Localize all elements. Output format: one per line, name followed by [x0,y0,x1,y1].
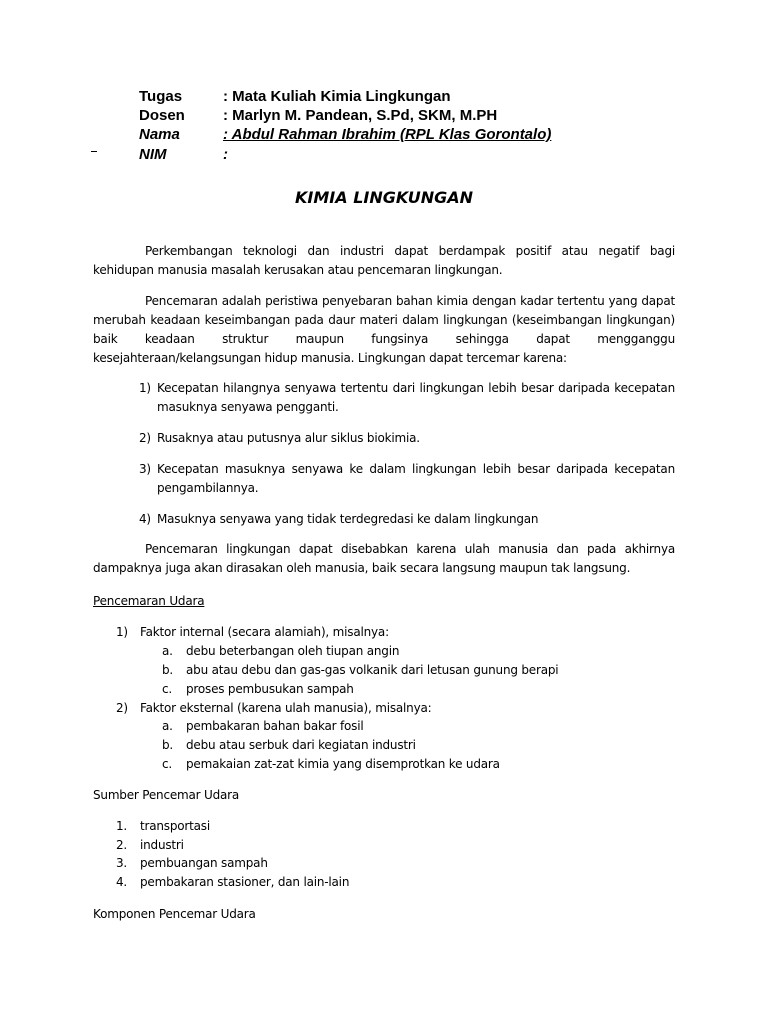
item-letter: c. [162,682,173,696]
tugas-label: Tugas [139,88,183,105]
item-text: abu atau debu dan gas-gas volkanik dari letusan gunung berapi [186,663,559,677]
factor-item-1 [116,623,389,642]
factor-text: Faktor eksternal (karena ulah manusia), misalnya: [140,701,432,715]
section-heading-sumber: Sumber Pencemar Udara [93,788,240,802]
item-text: pembakaran bahan bakar fosil [186,719,364,733]
factor-item-2 [116,699,431,718]
tugas-value: : Mata Kuliah Kimia Lingkungan [223,88,451,105]
item-letter: a. [162,644,173,658]
factor-text: Faktor internal (secara alamiah), misalnya: [140,625,389,639]
header-nama [139,126,551,143]
item-letter: a. [162,719,173,733]
dosen-value: : Marlyn M. Pandean, S.Pd, SKM, M.PH [223,107,498,124]
sumber-number: 2. [116,838,128,852]
factor-2-item-b [162,736,416,755]
nama-value: : Abdul Rahman Ibrahim (RPL Klas Gorontalo) [223,126,552,143]
stray-dash [91,151,97,152]
nim-value: : [223,146,228,163]
cause-text: Kecepatan hilangnya senyawa tertentu dari lingkungan lebih besar daripada kecepatan masuknya senyawa pengganti. [157,381,675,414]
factor-2-item-c [162,755,500,774]
factor-1-item-c [162,680,354,699]
sumber-text: transportasi [140,819,210,833]
sumber-item-2 [116,836,184,855]
item-letter: b. [162,663,174,677]
factor-2-item-a [162,717,364,736]
nama-label: Nama [139,126,180,143]
section-heading-pencemaran-udara: Pencemaran Udara [93,594,205,608]
cause-number: 2) [139,431,151,445]
section-heading-komponen: Komponen Pencemar Udara [93,907,256,921]
sumber-item-3 [116,854,268,873]
sumber-text: pembuangan sampah [140,856,268,870]
sumber-text: industri [140,838,184,852]
paragraph-2: Pencemaran adalah peristiwa penyebaran bahan kimia dengan kadar tertentu yang dapat merubah keadaan keseimbangan pada daur materi dalam lingkungan (keseimbangan lingkungan) baik keadaan struktur maupun fungsinya sehingga dapat mengganggu kesejahteraan/kelangsungan hidup manusia. Lingkungan dapat tercemar karena: [93,294,675,365]
document-title: KIMIA LINGKUNGAN [295,188,473,207]
sumber-number: 3. [116,856,128,870]
cause-text: Masuknya senyawa yang tidak terdegredasi ke dalam lingkungan [157,512,539,526]
header-nim [139,146,228,163]
item-text: pemakaian zat-zat kimia yang disemprotkan ke udara [186,757,500,771]
cause-number: 4) [139,512,151,526]
item-text: debu beterbangan oleh tiupan angin [186,644,400,658]
factor-number: 2) [116,701,128,715]
sumber-number: 4. [116,875,128,889]
header-tugas [139,88,451,105]
sumber-number: 1. [116,819,128,833]
nim-label: NIM [139,146,167,163]
factor-1-item-b [162,661,558,680]
dosen-label: Dosen [139,107,185,124]
item-text: proses pembusukan sampah [186,682,354,696]
factor-1-item-a [162,642,399,661]
cause-text: Rusaknya atau putusnya alur siklus biokimia. [157,431,420,445]
factor-number: 1) [116,625,128,639]
paragraph-3: Pencemaran lingkungan dapat disebabkan karena ulah manusia dan pada akhirnya dampaknya juga akan dirasakan oleh manusia, baik secara langsung maupun tak langsung. [93,542,675,575]
cause-text: Kecepatan masuknya senyawa ke dalam lingkungan lebih besar daripada kecepatan pengambilannya. [157,462,675,495]
sumber-item-1 [116,817,210,836]
sumber-item-4 [116,873,349,892]
sumber-text: pembakaran stasioner, dan lain-lain [140,875,350,889]
paragraph-1: Perkembangan teknologi dan industri dapat berdampak positif atau negatif bagi kehidupan manusia masalah kerusakan atau pencemaran lingkungan. [93,244,675,277]
cause-number: 1) [139,381,151,395]
cause-number: 3) [139,462,151,476]
item-text: debu atau serbuk dari kegiatan industri [186,738,416,752]
item-letter: c. [162,757,173,771]
item-letter: b. [162,738,174,752]
header-dosen [139,107,497,124]
